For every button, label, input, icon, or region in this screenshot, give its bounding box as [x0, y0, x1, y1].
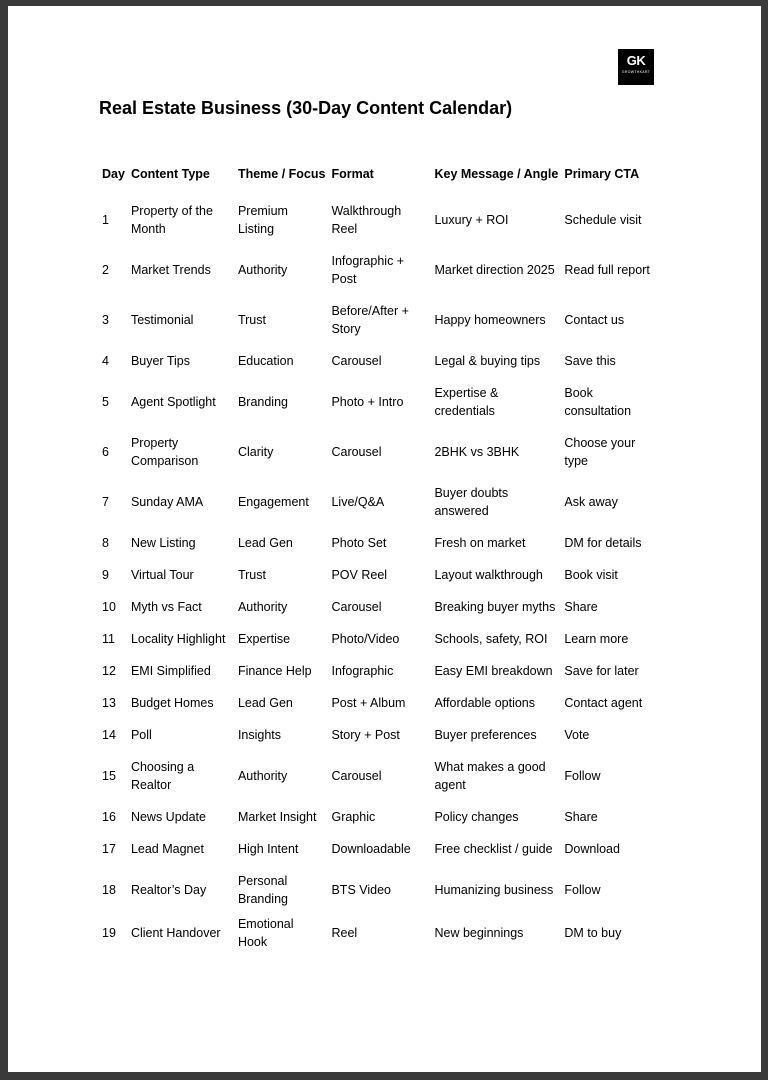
cell-theme: Personal Branding — [237, 874, 288, 906]
cell-cta: DM for details — [564, 536, 642, 550]
cell-format: Infographic + Post — [331, 254, 405, 286]
document-page — [8, 6, 761, 1072]
cell-key-message: Schools, safety, ROI — [434, 632, 548, 646]
cell-day: 13 — [102, 696, 116, 710]
cell-key-message: Happy homeowners — [434, 313, 546, 327]
table-row — [99, 591, 657, 623]
cell-key-message: What makes a good agent — [434, 760, 546, 792]
cell-theme: Engagement — [237, 495, 309, 509]
header-content-type: Content Type — [130, 167, 210, 181]
cell-cta: Vote — [564, 728, 590, 742]
cell-theme: Market Insight — [237, 810, 317, 824]
logo-subtext: GROWTHKART — [621, 70, 651, 74]
cell-content-type: Property Comparison — [130, 436, 199, 468]
cell-theme: Finance Help — [237, 664, 312, 678]
header-key-message: Key Message / Angle — [434, 167, 559, 181]
cell-content-type: Locality Highlight — [130, 632, 226, 646]
cell-content-type: Market Trends — [130, 263, 211, 277]
cell-key-message: Market direction 2025 — [434, 263, 555, 277]
cell-key-message: Layout walkthrough — [434, 568, 543, 582]
cell-content-type: Property of the Month — [130, 204, 213, 236]
cell-cta: Book consultation — [564, 386, 632, 418]
table-row — [99, 377, 657, 427]
cell-format: Carousel — [331, 445, 382, 459]
table-row — [99, 527, 657, 559]
cell-theme: High Intent — [237, 842, 299, 856]
logo-text: GK — [626, 53, 646, 68]
cell-theme: Emotional Hook — [237, 917, 294, 949]
cell-key-message: Free checklist / guide — [434, 842, 553, 856]
cell-format: Carousel — [331, 600, 382, 614]
cell-content-type: Sunday AMA — [130, 495, 204, 509]
cell-content-type: Realtor’s Day — [130, 883, 207, 897]
cell-key-message: Buyer doubts answered — [434, 486, 509, 518]
cell-content-type: News Update — [130, 810, 206, 824]
cell-content-type: Testimonial — [130, 313, 194, 327]
cell-cta: Choose your type — [564, 436, 636, 468]
cell-key-message: Expertise & credentials — [434, 386, 499, 418]
cell-content-type: Buyer Tips — [130, 354, 190, 368]
cell-day: 5 — [102, 395, 109, 409]
cell-key-message: Legal & buying tips — [434, 354, 541, 368]
cell-day: 4 — [102, 354, 109, 368]
cell-content-type: Poll — [130, 728, 152, 742]
cell-theme: Authority — [237, 769, 288, 783]
cell-content-type: Choosing a Realtor — [130, 760, 195, 792]
header-primary-cta: Primary CTA — [564, 167, 640, 181]
cell-day: 12 — [102, 664, 116, 678]
cell-format: Carousel — [331, 354, 382, 368]
cell-day: 10 — [102, 600, 116, 614]
cell-cta: Download — [564, 842, 620, 856]
cell-content-type: Lead Magnet — [130, 842, 204, 856]
table-row — [99, 187, 657, 245]
cell-day: 6 — [102, 445, 109, 459]
cell-cta: Ask away — [564, 495, 618, 509]
cell-day: 3 — [102, 313, 109, 327]
cell-cta: Schedule visit — [564, 213, 642, 227]
cell-format: Photo/Video — [331, 632, 400, 646]
cell-day: 15 — [102, 769, 116, 783]
cell-content-type: Budget Homes — [130, 696, 214, 710]
cell-theme: Trust — [237, 568, 266, 582]
cell-cta: Follow — [564, 769, 601, 783]
table-row — [99, 915, 657, 951]
cell-format: Story + Post — [331, 728, 400, 742]
cell-format: Reel — [331, 926, 358, 940]
table-row — [99, 295, 657, 345]
table-row — [99, 687, 657, 719]
cell-format: Graphic — [331, 810, 376, 824]
table-header-row — [99, 161, 657, 187]
table-row — [99, 345, 657, 377]
cell-content-type: Client Handover — [130, 926, 221, 940]
cell-theme: Expertise — [237, 632, 291, 646]
cell-theme: Clarity — [237, 445, 274, 459]
header-format: Format — [331, 167, 374, 181]
cell-format: Downloadable — [331, 842, 411, 856]
cell-day: 19 — [102, 926, 116, 940]
cell-cta: Save this — [564, 354, 616, 368]
cell-key-message: Luxury + ROI — [434, 213, 509, 227]
cell-key-message: 2BHK vs 3BHK — [434, 445, 520, 459]
cell-cta: DM to buy — [564, 926, 622, 940]
cell-key-message: Buyer preferences — [434, 728, 537, 742]
cell-cta: Contact agent — [564, 696, 643, 710]
table-row — [99, 623, 657, 655]
cell-day: 8 — [102, 536, 109, 550]
cell-day: 16 — [102, 810, 116, 824]
cell-format: Carousel — [331, 769, 382, 783]
cell-format: Live/Q&A — [331, 495, 385, 509]
cell-key-message: New beginnings — [434, 926, 524, 940]
cell-cta: Read full report — [564, 263, 650, 277]
cell-key-message: Policy changes — [434, 810, 519, 824]
table-row — [99, 427, 657, 477]
content-calendar-table — [99, 161, 657, 951]
cell-theme: Insights — [237, 728, 282, 742]
header-day: Day — [102, 167, 125, 181]
cell-cta: Follow — [564, 883, 601, 897]
cell-day: 17 — [102, 842, 116, 856]
cell-content-type: Virtual Tour — [130, 568, 194, 582]
cell-cta: Learn more — [564, 632, 629, 646]
table-row — [99, 801, 657, 833]
cell-theme: Education — [237, 354, 294, 368]
brand-logo — [618, 49, 654, 85]
cell-content-type: EMI Simplified — [130, 664, 211, 678]
cell-theme: Authority — [237, 600, 288, 614]
page-title: Real Estate Business (30-Day Content Calendar) — [99, 98, 513, 118]
cell-theme: Authority — [237, 263, 288, 277]
cell-format: Walkthrough Reel — [331, 204, 402, 236]
cell-cta: Book visit — [564, 568, 618, 582]
table-row — [99, 833, 657, 865]
cell-theme: Lead Gen — [237, 536, 293, 550]
cell-cta: Save for later — [564, 664, 639, 678]
cell-day: 7 — [102, 495, 109, 509]
header-theme-focus: Theme / Focus — [237, 167, 326, 181]
cell-day: 11 — [102, 632, 115, 646]
table-row — [99, 865, 657, 915]
cell-format: POV Reel — [331, 568, 388, 582]
table-row — [99, 477, 657, 527]
cell-content-type: Agent Spotlight — [130, 395, 216, 409]
cell-format: Infographic — [331, 664, 394, 678]
cell-format: Before/After + Story — [331, 304, 409, 336]
cell-content-type: New Listing — [130, 536, 196, 550]
cell-content-type: Myth vs Fact — [130, 600, 202, 614]
cell-cta: Contact us — [564, 313, 625, 327]
cell-cta: Share — [564, 600, 598, 614]
table-row — [99, 751, 657, 801]
cell-day: 9 — [102, 568, 109, 582]
cell-format: BTS Video — [331, 883, 391, 897]
cell-key-message: Easy EMI breakdown — [434, 664, 553, 678]
cell-key-message: Fresh on market — [434, 536, 526, 550]
cell-key-message: Affordable options — [434, 696, 536, 710]
cell-format: Post + Album — [331, 696, 406, 710]
cell-day: 18 — [102, 883, 116, 897]
cell-theme: Lead Gen — [237, 696, 293, 710]
cell-key-message: Breaking buyer myths — [434, 600, 556, 614]
table-row — [99, 655, 657, 687]
table-row — [99, 559, 657, 591]
cell-format: Photo Set — [331, 536, 387, 550]
cell-day: 2 — [102, 263, 109, 277]
cell-theme: Premium Listing — [237, 204, 288, 236]
cell-day: 14 — [102, 728, 116, 742]
cell-day: 1 — [102, 213, 109, 227]
cell-cta: Share — [564, 810, 598, 824]
table-row — [99, 719, 657, 751]
cell-theme: Branding — [237, 395, 288, 409]
cell-format: Photo + Intro — [331, 395, 404, 409]
cell-theme: Trust — [237, 313, 266, 327]
cell-key-message: Humanizing business — [434, 883, 554, 897]
table-row — [99, 245, 657, 295]
